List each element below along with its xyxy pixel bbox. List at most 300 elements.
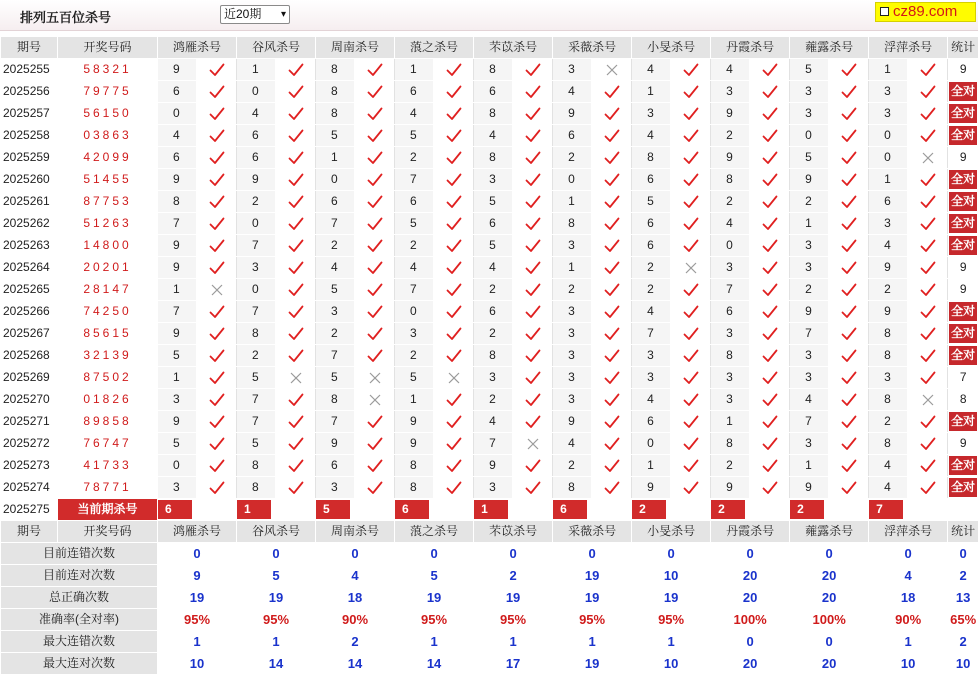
all-correct-badge: 全对 — [949, 214, 977, 233]
kill-number-cell: 3 — [790, 235, 829, 257]
kill-number-cell: 5 — [395, 367, 434, 389]
kill-number-cell: 7 — [316, 345, 355, 367]
result-cell — [671, 455, 711, 477]
kill-number-cell: 7 — [395, 169, 434, 191]
period-cell: 2025264 — [1, 257, 58, 279]
stats-value: 95% — [395, 609, 474, 631]
kill-number-cell: 8 — [869, 323, 908, 345]
cross-mark-icon — [922, 150, 934, 164]
result-cell — [355, 323, 395, 345]
check-mark-icon — [367, 150, 383, 164]
col-header-expert[interactable]: 采薇杀号 — [553, 521, 632, 543]
check-mark-icon — [288, 392, 304, 406]
check-mark-icon — [683, 414, 699, 428]
stats-value: 5 — [237, 565, 316, 587]
draw-code-cell: 78771 — [58, 477, 158, 499]
table-row — [1, 191, 978, 213]
result-cell — [197, 257, 237, 279]
col-header-expert[interactable]: 蒗之杀号 — [395, 521, 474, 543]
stat-cell — [948, 323, 978, 345]
check-mark-icon — [841, 480, 857, 494]
col-header-expert[interactable]: 谷风杀号 — [237, 521, 316, 543]
check-mark-icon — [920, 480, 936, 494]
result-cell — [513, 455, 553, 477]
kill-number-cell: 9 — [790, 301, 829, 323]
all-correct-badge: 全对 — [949, 236, 977, 255]
stat-cell — [948, 367, 978, 389]
result-cell — [355, 147, 395, 169]
stats-label: 总正确次数 — [1, 587, 158, 609]
stats-row — [1, 543, 978, 565]
result-cell — [513, 323, 553, 345]
kill-number-cell: 5 — [237, 367, 276, 389]
kill-number-cell: 6 — [632, 169, 671, 191]
dropdown-arrow-icon: ▾ — [281, 6, 286, 23]
col-header-expert[interactable]: 浮萍杀号 — [869, 37, 948, 59]
kill-number-cell: 0 — [869, 147, 908, 169]
result-cell — [434, 323, 474, 345]
col-header-expert[interactable]: 浮萍杀号 — [869, 521, 948, 543]
check-mark-icon — [604, 106, 620, 120]
col-header-expert[interactable]: 小旻杀号 — [632, 37, 711, 59]
check-mark-icon — [683, 150, 699, 164]
result-cell — [750, 147, 790, 169]
check-mark-icon — [288, 150, 304, 164]
check-mark-icon — [762, 216, 778, 230]
stat-cell — [948, 433, 978, 455]
result-cell — [197, 477, 237, 499]
check-mark-icon — [841, 106, 857, 120]
result-cell — [513, 59, 553, 81]
kill-number-cell: 2 — [395, 235, 434, 257]
result-cell — [276, 169, 316, 191]
check-mark-icon — [841, 370, 857, 384]
stats-value: 20 — [790, 587, 869, 609]
stats-value: 17 — [474, 653, 553, 675]
result-cell — [513, 257, 553, 279]
kill-number-cell: 5 — [632, 191, 671, 213]
kill-number-cell: 6 — [474, 301, 513, 323]
kill-number-cell: 3 — [869, 367, 908, 389]
stats-value: 19 — [553, 653, 632, 675]
stats-value: 19 — [395, 587, 474, 609]
kill-number-cell: 7 — [711, 279, 750, 301]
period-cell: 2025259 — [1, 147, 58, 169]
result-cell — [592, 81, 632, 103]
check-mark-icon — [288, 194, 304, 208]
check-mark-icon — [604, 194, 620, 208]
stat-value: 8 — [960, 392, 967, 406]
kill-number-cell: 8 — [869, 345, 908, 367]
check-mark-icon — [209, 238, 225, 252]
check-mark-icon — [446, 106, 462, 120]
col-header-expert[interactable]: 周南杀号 — [316, 521, 395, 543]
result-cell — [829, 235, 869, 257]
stat-value: 9 — [960, 436, 967, 450]
result-cell — [355, 257, 395, 279]
result-cell — [592, 345, 632, 367]
result-cell — [197, 59, 237, 81]
check-mark-icon — [209, 326, 225, 340]
result-cell — [750, 279, 790, 301]
period-cell: 2025269 — [1, 367, 58, 389]
header-row — [1, 521, 978, 543]
kill-number-cell: 8 — [237, 455, 276, 477]
check-mark-icon — [367, 84, 383, 98]
kill-number-cell: 5 — [316, 367, 355, 389]
check-mark-icon — [604, 304, 620, 318]
stats-total: 2 — [948, 631, 978, 653]
col-header-expert[interactable]: 丹霞杀号 — [711, 37, 790, 59]
col-header-expert[interactable]: 采薇杀号 — [553, 37, 632, 59]
period-cell: 2025271 — [1, 411, 58, 433]
kill-number-cell: 9 — [632, 477, 671, 499]
kill-number-cell: 8 — [869, 433, 908, 455]
kill-number-cell: 1 — [790, 213, 829, 235]
result-cell — [197, 323, 237, 345]
stat-cell — [948, 345, 978, 367]
kill-number-cell: 8 — [395, 455, 434, 477]
col-header-expert[interactable]: 芣苡杀号 — [474, 37, 553, 59]
col-header-expert[interactable]: 蕹露杀号 — [790, 521, 869, 543]
check-mark-icon — [762, 194, 778, 208]
stats-value: 100% — [711, 609, 790, 631]
check-mark-icon — [446, 260, 462, 274]
stats-value: 2 — [316, 631, 395, 653]
stats-value: 1 — [474, 631, 553, 653]
range-select-value: 近20期 — [224, 7, 261, 21]
stats-value: 0 — [632, 543, 711, 565]
current-kill-cell — [237, 499, 316, 521]
result-cell — [671, 279, 711, 301]
check-mark-icon — [841, 62, 857, 76]
stats-value: 95% — [158, 609, 237, 631]
kill-number-cell: 9 — [790, 169, 829, 191]
result-cell — [829, 125, 869, 147]
check-mark-icon — [367, 238, 383, 252]
result-cell — [197, 367, 237, 389]
check-mark-icon — [367, 194, 383, 208]
check-mark-icon — [762, 458, 778, 472]
stats-value: 95% — [474, 609, 553, 631]
col-header-expert[interactable]: 鸿雁杀号 — [158, 521, 237, 543]
stats-value: 19 — [158, 587, 237, 609]
kill-number-cell: 7 — [237, 301, 276, 323]
stats-value: 100% — [790, 609, 869, 631]
col-header-expert[interactable]: 周南杀号 — [316, 37, 395, 59]
result-cell — [513, 235, 553, 257]
col-header-expert[interactable]: 谷风杀号 — [237, 37, 316, 59]
kill-number-cell: 8 — [237, 477, 276, 499]
kill-number-cell: 6 — [632, 411, 671, 433]
stats-row — [1, 653, 978, 675]
result-cell — [434, 367, 474, 389]
result-cell — [750, 191, 790, 213]
kill-number-cell: 4 — [158, 125, 197, 147]
check-mark-icon — [367, 304, 383, 318]
result-cell — [513, 103, 553, 125]
result-cell — [197, 301, 237, 323]
stats-value: 19 — [237, 587, 316, 609]
kill-number-cell: 0 — [711, 235, 750, 257]
check-mark-icon — [367, 282, 383, 296]
table-row — [1, 235, 978, 257]
check-mark-icon — [920, 458, 936, 472]
kill-number-cell: 1 — [316, 147, 355, 169]
kill-number-cell: 2 — [632, 257, 671, 279]
check-mark-icon — [288, 172, 304, 186]
check-mark-icon — [288, 128, 304, 142]
check-mark-icon — [683, 392, 699, 406]
kill-number-cell: 5 — [316, 279, 355, 301]
check-mark-icon — [841, 348, 857, 362]
table-row — [1, 147, 978, 169]
draw-code-cell: 58321 — [58, 59, 158, 81]
kill-number-cell: 1 — [158, 279, 197, 301]
kill-number-cell: 4 — [632, 301, 671, 323]
result-cell — [434, 301, 474, 323]
site-logo[interactable] — [875, 2, 976, 22]
result-cell — [592, 147, 632, 169]
current-period-row — [1, 499, 978, 521]
kill-number-cell: 3 — [711, 367, 750, 389]
result-cell — [355, 235, 395, 257]
kill-number-cell: 2 — [553, 279, 592, 301]
current-kill-number: 2 — [632, 500, 666, 519]
kill-number-cell: 4 — [395, 257, 434, 279]
period-cell: 2025274 — [1, 477, 58, 499]
stats-label: 目前连对次数 — [1, 565, 158, 587]
stats-value: 0 — [395, 543, 474, 565]
check-mark-icon — [920, 62, 936, 76]
stats-row — [1, 609, 978, 631]
kill-number-cell: 9 — [711, 477, 750, 499]
check-mark-icon — [367, 414, 383, 428]
stats-value: 14 — [237, 653, 316, 675]
check-mark-icon — [841, 392, 857, 406]
kill-number-cell: 6 — [711, 301, 750, 323]
result-cell — [908, 433, 948, 455]
table-row — [1, 389, 978, 411]
result-cell — [197, 103, 237, 125]
kill-number-cell: 4 — [316, 257, 355, 279]
result-cell — [276, 411, 316, 433]
check-mark-icon — [525, 84, 541, 98]
kill-number-cell: 9 — [158, 169, 197, 191]
check-mark-icon — [920, 282, 936, 296]
result-cell — [197, 455, 237, 477]
period-cell: 2025266 — [1, 301, 58, 323]
check-mark-icon — [841, 216, 857, 230]
stats-value: 0 — [158, 543, 237, 565]
result-cell — [434, 103, 474, 125]
current-kill-number: 6 — [395, 500, 429, 519]
kill-number-cell: 4 — [869, 455, 908, 477]
period-cell: 2025272 — [1, 433, 58, 455]
kill-number-cell: 3 — [790, 345, 829, 367]
result-cell — [434, 81, 474, 103]
kill-number-cell: 6 — [632, 235, 671, 257]
all-correct-badge: 全对 — [949, 82, 977, 101]
kill-number-cell: 2 — [711, 191, 750, 213]
result-cell — [276, 279, 316, 301]
check-mark-icon — [920, 128, 936, 142]
kill-number-cell: 0 — [237, 213, 276, 235]
check-mark-icon — [209, 150, 225, 164]
result-cell — [355, 125, 395, 147]
check-mark-icon — [446, 458, 462, 472]
check-mark-icon — [920, 194, 936, 208]
period-cell: 2025263 — [1, 235, 58, 257]
result-cell — [276, 433, 316, 455]
check-mark-icon — [762, 84, 778, 98]
col-header-expert[interactable]: 鸿雁杀号 — [158, 37, 237, 59]
check-mark-icon — [604, 370, 620, 384]
kill-number-cell: 2 — [395, 345, 434, 367]
result-cell — [750, 103, 790, 125]
check-mark-icon — [209, 106, 225, 120]
period-cell: 2025256 — [1, 81, 58, 103]
col-header-expert[interactable]: 蕹露杀号 — [790, 37, 869, 59]
kill-number-cell: 8 — [711, 169, 750, 191]
result-cell — [513, 345, 553, 367]
all-correct-badge: 全对 — [949, 302, 977, 321]
check-mark-icon — [446, 414, 462, 428]
check-mark-icon — [525, 480, 541, 494]
cross-mark-icon — [369, 392, 381, 406]
kill-number-cell: 9 — [395, 411, 434, 433]
check-mark-icon — [762, 282, 778, 296]
result-cell — [513, 191, 553, 213]
kill-number-cell: 7 — [158, 301, 197, 323]
kill-number-cell: 0 — [316, 169, 355, 191]
kill-number-cell: 8 — [553, 477, 592, 499]
check-mark-icon — [762, 150, 778, 164]
result-cell — [908, 169, 948, 191]
kill-number-cell: 3 — [553, 59, 592, 81]
result-cell — [671, 59, 711, 81]
kill-number-cell: 4 — [474, 411, 513, 433]
check-mark-icon — [604, 282, 620, 296]
check-mark-icon — [683, 436, 699, 450]
result-cell — [829, 213, 869, 235]
check-mark-icon — [209, 194, 225, 208]
stats-value: 90% — [316, 609, 395, 631]
check-mark-icon — [762, 436, 778, 450]
result-cell — [750, 169, 790, 191]
kill-number-cell: 9 — [237, 169, 276, 191]
result-cell — [829, 147, 869, 169]
result-cell — [434, 191, 474, 213]
stat-cell — [948, 191, 978, 213]
result-cell — [592, 301, 632, 323]
result-cell — [276, 257, 316, 279]
check-mark-icon — [446, 348, 462, 362]
period-cell: 2025262 — [1, 213, 58, 235]
kill-number-cell: 6 — [237, 125, 276, 147]
col-header-expert[interactable]: 蒗之杀号 — [395, 37, 474, 59]
logo-text: cz89.com — [893, 3, 957, 21]
kill-number-cell: 1 — [158, 367, 197, 389]
kill-number-cell: 9 — [158, 323, 197, 345]
check-mark-icon — [446, 282, 462, 296]
result-cell — [750, 367, 790, 389]
stats-value: 0 — [790, 543, 869, 565]
stat-value: 9 — [960, 282, 967, 296]
table-row — [1, 279, 978, 301]
stats-value: 10 — [869, 653, 948, 675]
check-mark-icon — [288, 414, 304, 428]
result-cell — [829, 345, 869, 367]
period-cell: 2025261 — [1, 191, 58, 213]
stats-total: 65% — [948, 609, 978, 631]
result-cell — [750, 125, 790, 147]
result-cell — [434, 125, 474, 147]
cross-mark-icon — [369, 370, 381, 384]
check-mark-icon — [288, 282, 304, 296]
kill-number-cell: 6 — [237, 147, 276, 169]
draw-code-cell: 28147 — [58, 279, 158, 301]
check-mark-icon — [762, 392, 778, 406]
stats-value: 95% — [632, 609, 711, 631]
check-mark-icon — [209, 216, 225, 230]
cross-mark-icon — [685, 260, 697, 274]
table-row — [1, 367, 978, 389]
result-cell — [276, 301, 316, 323]
draw-code-cell: 76747 — [58, 433, 158, 455]
current-kill-number: 6 — [158, 500, 192, 519]
result-cell — [592, 103, 632, 125]
kill-number-cell: 1 — [395, 59, 434, 81]
col-header-expert[interactable]: 芣苡杀号 — [474, 521, 553, 543]
current-kill-cell — [711, 499, 790, 521]
stat-cell — [948, 81, 978, 103]
range-select[interactable] — [220, 5, 290, 24]
kill-number-cell: 9 — [790, 477, 829, 499]
check-mark-icon — [525, 216, 541, 230]
check-mark-icon — [525, 370, 541, 384]
stats-value: 14 — [316, 653, 395, 675]
current-kill-cell — [474, 499, 553, 521]
result-cell — [355, 455, 395, 477]
check-mark-icon — [762, 414, 778, 428]
check-mark-icon — [920, 414, 936, 428]
result-cell — [276, 389, 316, 411]
col-header-expert[interactable]: 丹霞杀号 — [711, 521, 790, 543]
check-mark-icon — [604, 84, 620, 98]
kill-number-cell: 0 — [237, 279, 276, 301]
check-mark-icon — [604, 326, 620, 340]
stats-value: 10 — [632, 565, 711, 587]
result-cell — [750, 81, 790, 103]
table-row — [1, 301, 978, 323]
all-correct-badge: 全对 — [949, 456, 977, 475]
current-kill-number: 1 — [237, 500, 271, 519]
result-cell — [829, 367, 869, 389]
check-mark-icon — [683, 370, 699, 384]
check-mark-icon — [446, 436, 462, 450]
result-cell — [908, 125, 948, 147]
kill-number-cell: 3 — [237, 257, 276, 279]
stat-cell — [948, 257, 978, 279]
result-cell — [592, 367, 632, 389]
result-cell — [355, 81, 395, 103]
result-cell — [434, 389, 474, 411]
result-cell — [513, 213, 553, 235]
result-cell — [671, 125, 711, 147]
kill-number-cell: 7 — [632, 323, 671, 345]
col-header-expert[interactable]: 小旻杀号 — [632, 521, 711, 543]
